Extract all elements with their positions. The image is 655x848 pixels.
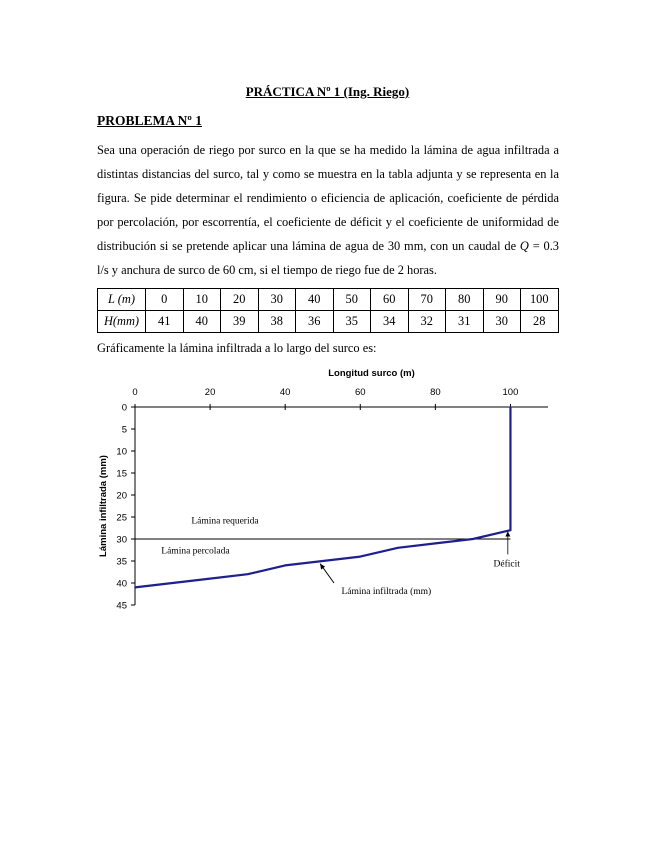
y-tick-label: 25: [116, 512, 127, 524]
table-cell: 90: [483, 289, 521, 311]
series-point: [284, 565, 286, 567]
table-row-length: [98, 289, 559, 311]
table-cell: 100: [521, 289, 559, 311]
series-point: [322, 560, 324, 562]
table-cell: 36: [296, 311, 334, 333]
y-tick-label: 30: [116, 534, 127, 546]
table-cell: 10: [183, 289, 221, 311]
problem-text-part1: Sea una operación de riego por surco en la que se ha medido la lámina de agua infiltrada a distintas distancias del surco, tal y como se muestra en la tabla adjunta y se representa en la figura. Se pide determinar el rendimiento o eficiencia de aplicación, coeficiente de pérdida por percolación, por escorrentía, el coeficiente de déficit y el coeficiente de uniformidad de distribución si se pretende aplicar una lámina de agua de 30 mm, con un caudal de: [97, 143, 559, 253]
table-cell: 31: [446, 311, 484, 333]
y-axis-title: Lámina infiltrada (mm): [98, 455, 109, 557]
y-tick-label: 5: [121, 424, 127, 436]
x-tick-label: 20: [204, 387, 216, 398]
series-point: [510, 529, 512, 531]
flow-symbol: Q: [519, 239, 529, 253]
table-cell: 0: [146, 289, 184, 311]
table-row-depth: [98, 311, 559, 333]
label-required-depth: Lámina requerida: [191, 516, 259, 527]
series-point: [359, 556, 361, 558]
y-axis-ticks: [116, 403, 135, 612]
table-cell: 60: [371, 289, 409, 311]
table-cell: 32: [408, 311, 446, 333]
y-tick-label: 40: [116, 578, 127, 590]
series-point: [435, 543, 437, 545]
x-axis-title: Longitud surco (m): [328, 368, 415, 379]
x-tick-label: 100: [502, 387, 519, 398]
label-percolated-depth: Lámina percolada: [161, 546, 230, 557]
series-point: [247, 573, 249, 575]
y-tick-label: 45: [116, 600, 127, 612]
table-cell: 30: [258, 289, 296, 311]
table-cell: 30: [483, 311, 521, 333]
table-cell: 41: [146, 311, 184, 333]
y-tick-label: 0: [121, 402, 127, 414]
table-cell: 40: [183, 311, 221, 333]
table-cell: 40: [296, 289, 334, 311]
table-cell: 50: [333, 289, 371, 311]
y-tick-label: 15: [116, 468, 127, 480]
problem-heading: PROBLEMA Nº 1: [97, 113, 202, 128]
table-cell: 38: [258, 311, 296, 333]
problem-statement: [97, 138, 559, 282]
table-cell: 70: [408, 289, 446, 311]
problem-text-part2: = 0.3 l/s y anchura de surco de 60 cm, si el tiempo de riego fue de 2 horas.: [97, 239, 559, 277]
series-point: [209, 578, 211, 580]
y-tick-label: 10: [116, 446, 127, 458]
series-point: [510, 406, 512, 408]
table-cell: 39: [221, 311, 259, 333]
table-header-depth: H(mm): [98, 311, 146, 333]
table-cell: 28: [521, 311, 559, 333]
series-point: [397, 547, 399, 549]
figure-caption: Gráficamente la lámina infiltrada a lo largo del surco es:: [97, 341, 377, 355]
series-point: [134, 587, 136, 589]
table-cell: 80: [446, 289, 484, 311]
x-tick-label: 80: [430, 387, 441, 398]
table-cell: 34: [371, 311, 409, 333]
x-tick-label: 0: [132, 387, 138, 398]
page-title: PRÁCTICA Nº 1 (Ing. Riego): [245, 84, 410, 99]
table-cell: 35: [333, 311, 371, 333]
y-tick-label: 35: [116, 556, 127, 568]
infiltration-chart: [0, 360, 655, 620]
data-table: [97, 288, 559, 333]
label-infiltrated-depth: Lámina infiltrada (mm): [341, 587, 432, 597]
label-deficit: Déficit: [493, 559, 520, 570]
x-tick-label: 60: [354, 387, 366, 398]
series-point: [172, 582, 174, 584]
table-cell: 20: [221, 289, 259, 311]
table-header-length: L (m): [98, 289, 146, 311]
y-tick-label: 20: [116, 490, 127, 502]
series-points: [134, 406, 511, 588]
series-point: [472, 538, 474, 540]
x-tick-label: 40: [279, 387, 291, 398]
